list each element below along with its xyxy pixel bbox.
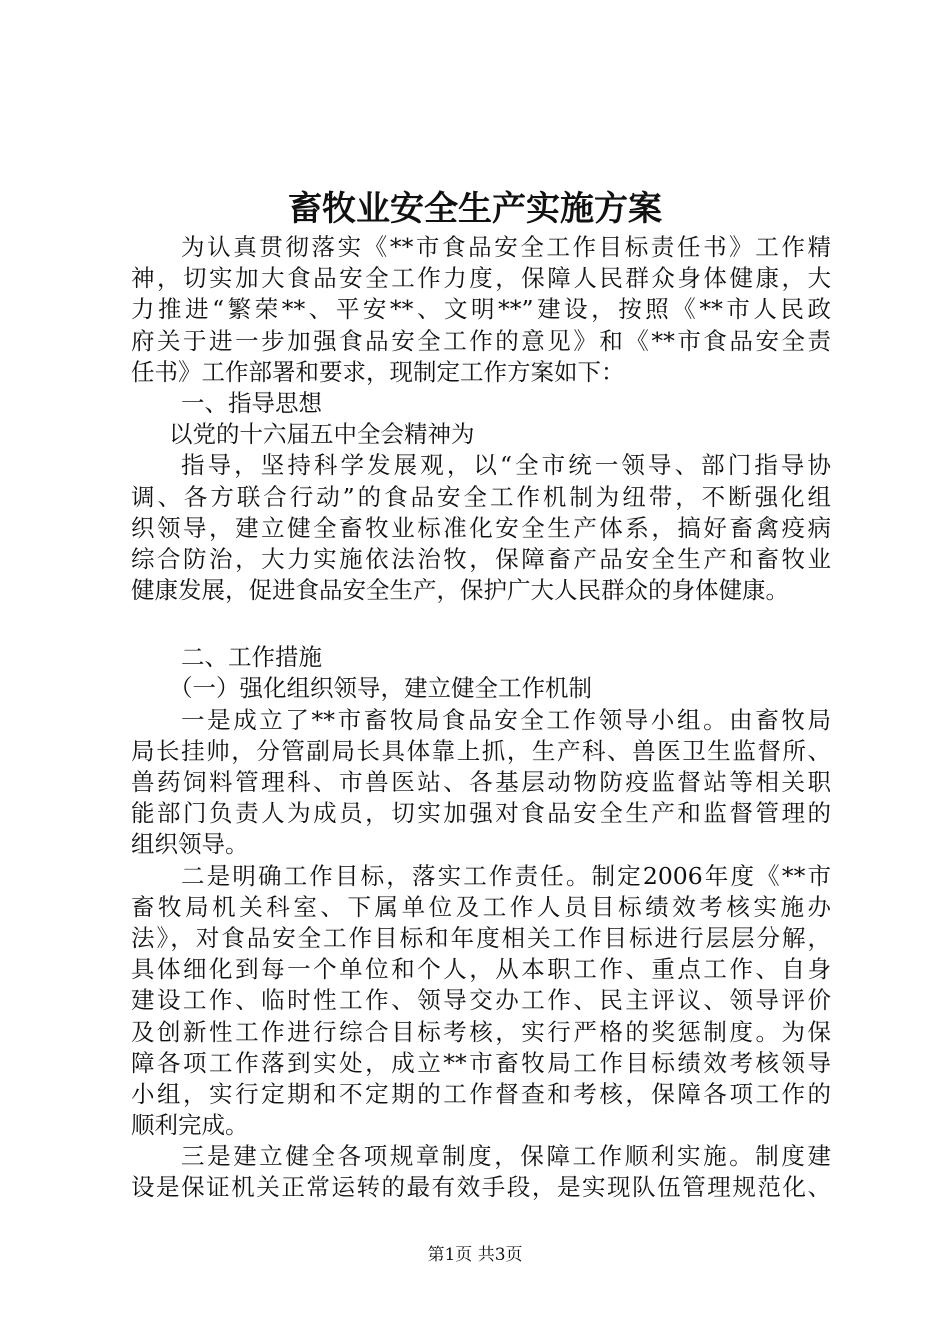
- paragraph-line: 具体细化到每一个单位和个人，从本职工作、重点工作、自身: [131, 955, 831, 984]
- paragraph-line: 为认真贯彻落实《**市食品安全工作目标责任书》工作精: [181, 233, 831, 261]
- paragraph-line: 神，切实加大食品安全工作力度，保障人民群众身体健康，大: [131, 264, 831, 293]
- section-heading: 二、工作措施: [181, 643, 322, 672]
- paragraph-line: 障各项工作落到实处，成立**市畜牧局工作目标绩效考核领导: [131, 1048, 831, 1077]
- paragraph-line: 力推进“繁荣**、平安**、文明**”建设，按照《**市人民政: [131, 295, 831, 324]
- paragraph-line: 及创新性工作进行综合目标考核，实行严格的奖惩制度。为保: [131, 1017, 831, 1046]
- paragraph-line: 局长挂帅，分管副局长具体靠上抓，生产科、兽医卫生监督所、: [131, 736, 831, 765]
- paragraph-line: 能部门负责人为成员，切实加强对食品安全生产和监督管理的: [131, 799, 831, 828]
- subsection-heading: （一）强化组织领导，建立健全工作机制: [169, 674, 592, 703]
- document-body: [131, 232, 831, 1204]
- paragraph-gap: [131, 606, 831, 642]
- paragraph-line: 设是保证机关正常运转的最有效手段，是实现队伍管理规范化、: [131, 1173, 831, 1202]
- document-title: 畜牧业安全生产实施方案: [288, 189, 662, 229]
- paragraph-line: 兽药饲料管理科、市兽医站、各基层动物防疫监督站等相关职: [131, 768, 831, 796]
- paragraph-line: 任书》工作部署和要求，现制定工作方案如下：: [131, 357, 625, 386]
- paragraph-line: 指导，坚持科学发展观，以“全市统一领导、部门指导协: [181, 451, 831, 480]
- paragraph-line: 健康发展，促进食品安全生产，保护广大人民群众的身体健康。: [131, 576, 789, 605]
- paragraph-line: 小组，实行定期和不定期的工作督查和考核，保障各项工作的: [131, 1079, 831, 1108]
- paragraph-line: 以党的十六届五中全会精神为: [169, 420, 475, 449]
- paragraph-line: 一是成立了**市畜牧局食品安全工作领导小组。由畜牧局: [181, 705, 831, 734]
- paragraph-line: 建设工作、临时性工作、领导交办工作、民主评议、领导评价: [131, 986, 831, 1015]
- page-number-footer: 第1页 共3页: [427, 1245, 523, 1265]
- section-heading: 一、指导思想: [181, 388, 322, 417]
- paragraph-line: 畜牧局机关科室、下属单位及工作人员目标绩效考核实施办: [131, 892, 831, 921]
- paragraph-line: 三是建立健全各项规章制度，保障工作顺利实施。制度建: [181, 1142, 831, 1171]
- paragraph-line: 法》，对食品安全工作目标和年度相关工作目标进行层层分解，: [131, 923, 831, 952]
- paragraph-line: 组织领导。: [131, 830, 249, 859]
- paragraph-line: 调、各方联合行动”的食品安全工作机制为纽带，不断强化组: [131, 482, 831, 511]
- paragraph-line: 府关于进一步加强食品安全工作的意见》和《**市食品安全责: [131, 326, 831, 355]
- paragraph-line: 织领导，建立健全畜牧业标准化安全生产体系，搞好畜禽疫病: [131, 513, 831, 542]
- paragraph-line: 顺利完成。: [131, 1111, 249, 1140]
- paragraph-line: 二是明确工作目标，落实工作责任。制定2006年度《**市: [181, 861, 831, 890]
- paragraph-line: 综合防治，大力实施依法治牧，保障畜产品安全生产和畜牧业: [131, 544, 831, 573]
